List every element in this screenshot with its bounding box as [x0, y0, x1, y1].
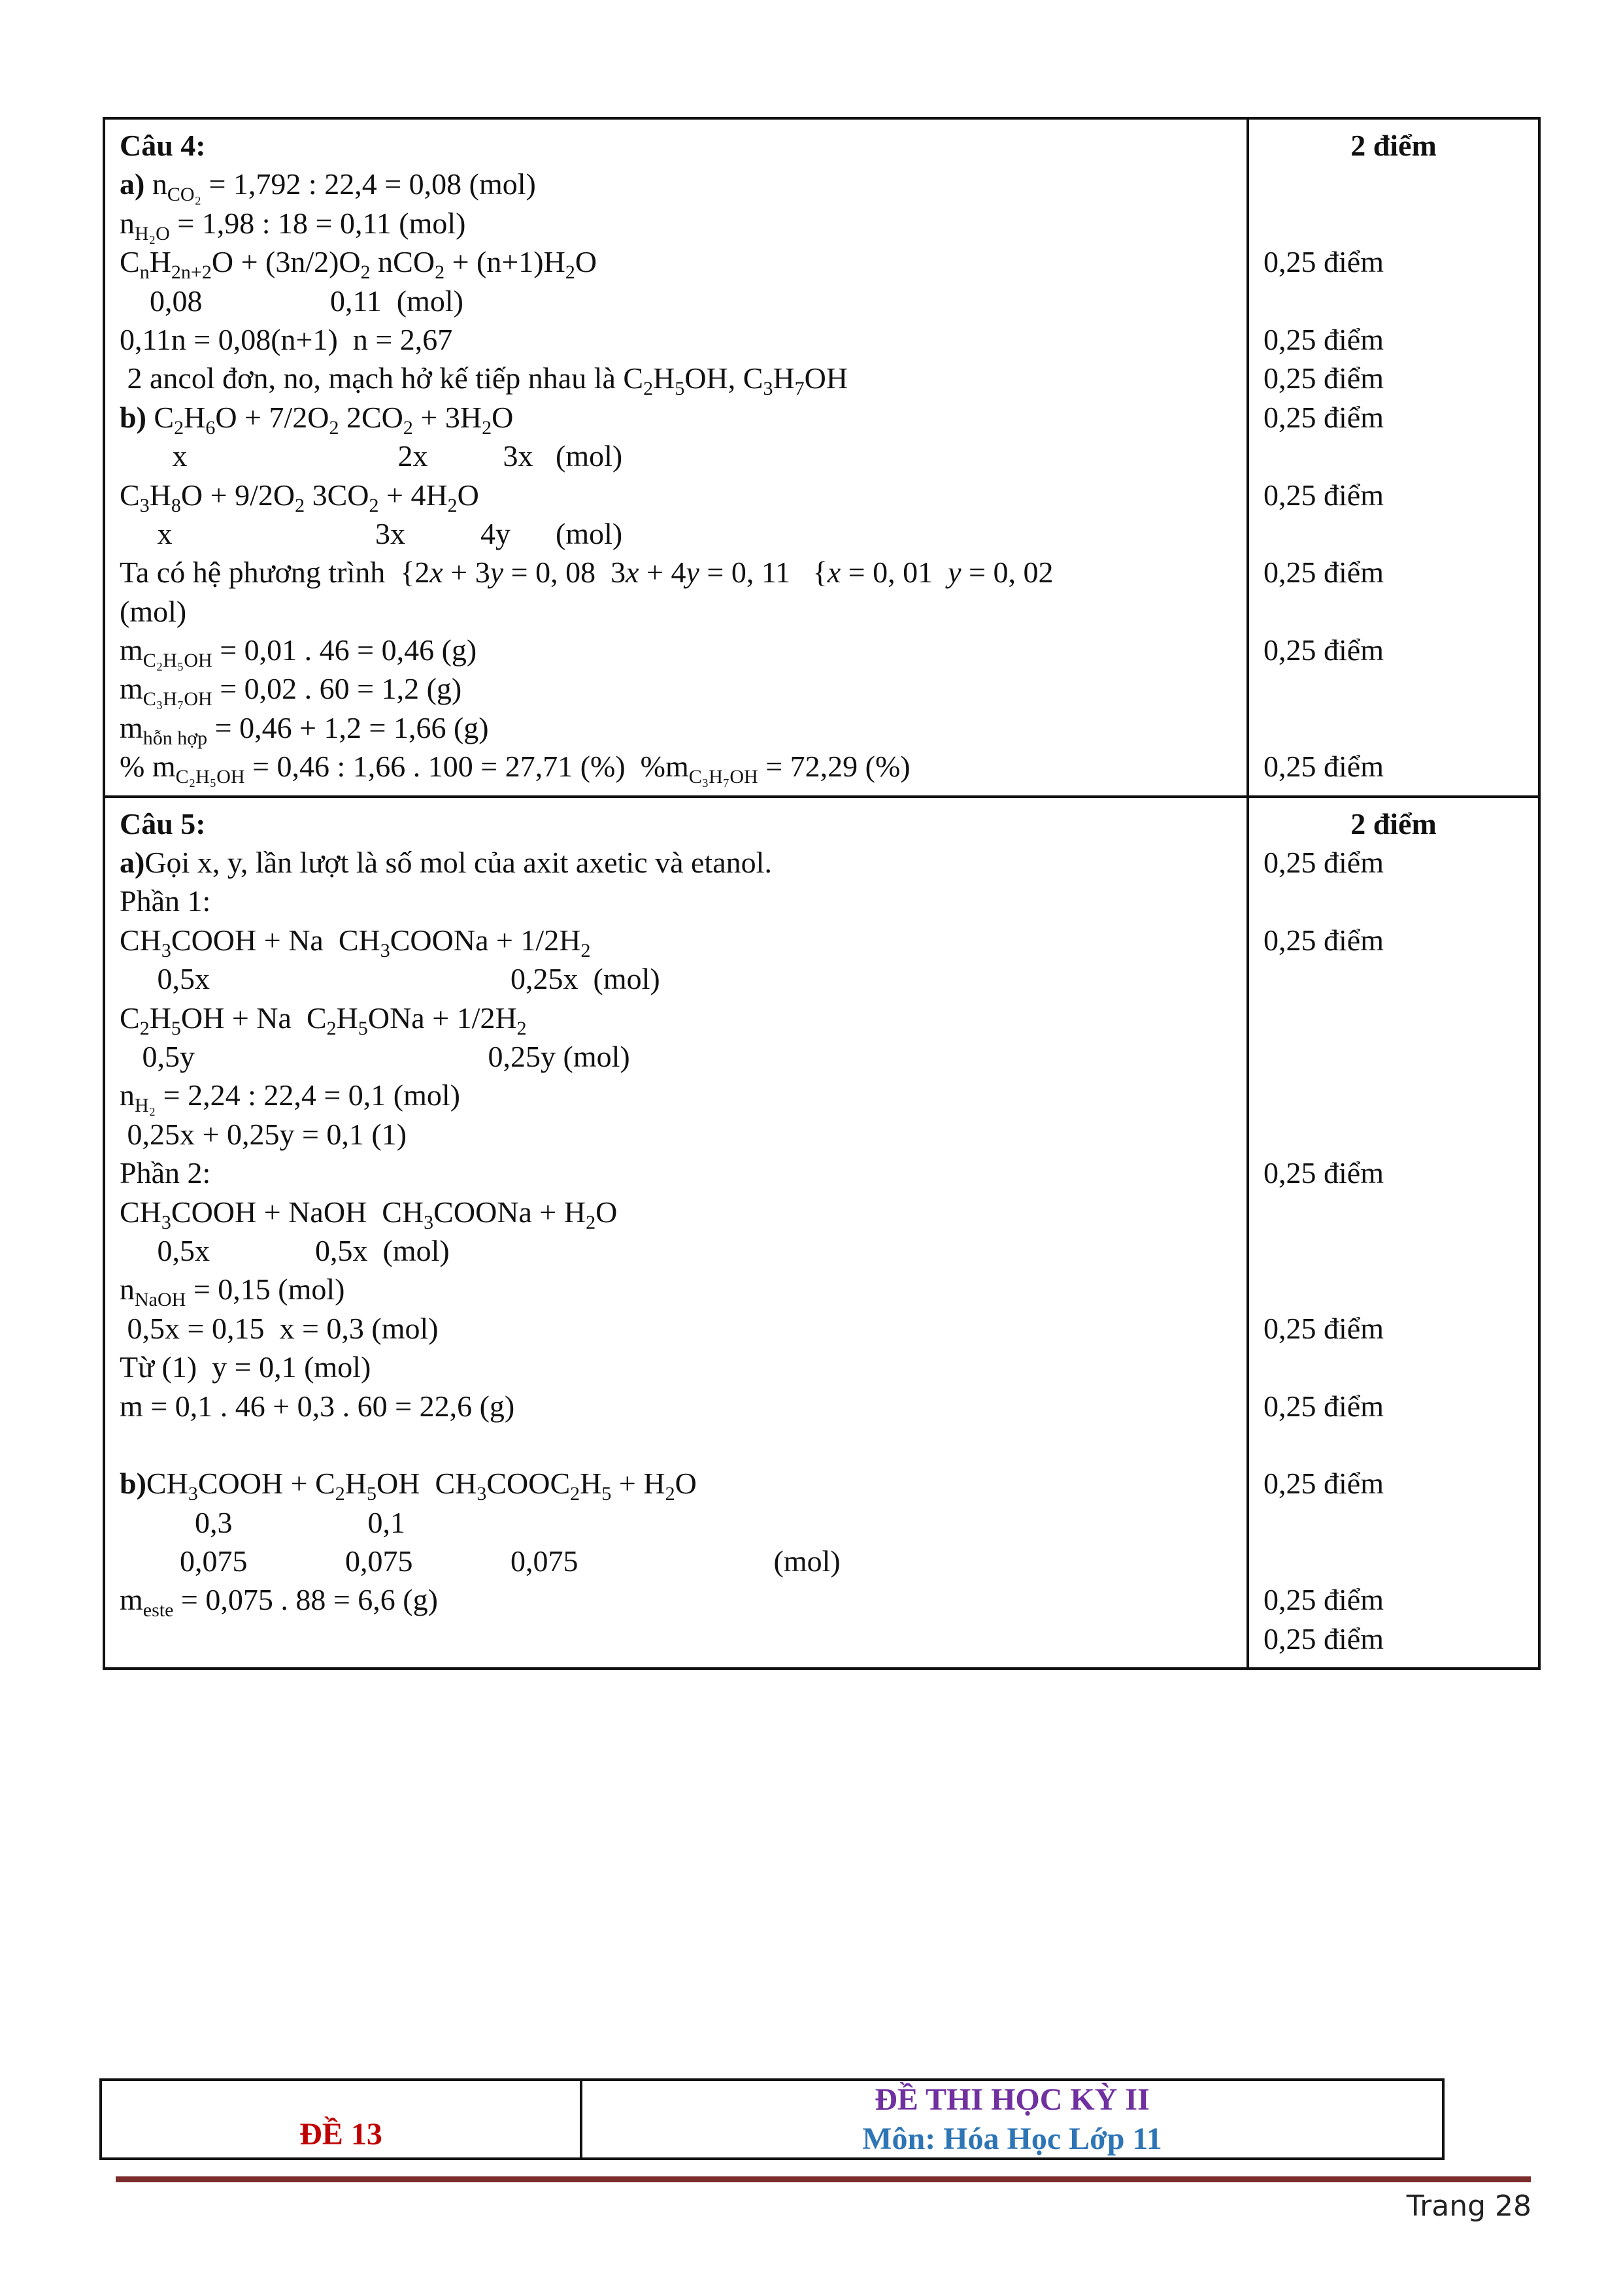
exam-header-table — [99, 2078, 1445, 2160]
answer-table — [103, 117, 1541, 1670]
question-5-points: 2 điểm 0,25 điểm 0,25 điểm 0,25 điểm 0,25 điểm 0,25 điểm 0,25 điểm 0,25 điểm 0,25 điểm — [1249, 798, 1538, 1668]
exam-number-cell — [102, 2081, 582, 2157]
question-4-total: 2 điểm — [1350, 129, 1437, 162]
footer-divider — [116, 2176, 1531, 2182]
question-4-solution: Câu 4: a) $n_{CO_2} = 1,792$ : 22,4 = 0,08 (mol) $n_{H_2O} = 1,98$ : 18 = 0,11 (mol) $C_nH_{2n+2}O + (3n/2)O_2$ $nCO_2 + (n+1)H_2O$ 0,08 0,11 (mol) 0,11n = 0,08(n+1) n = 2,67 2 ancol đơn, no, mạch hở kế tiếp nhau là $C_2H_5OH$, $C_3H_7OH$ b) $C_2H_6O + 7/2O_2$ $2CO_2 + 3H_2O$ x 2x 3x (mol) $C_3H_8O + 9/2O_2$ $3CO_2 + 4H_2O$ x 3x 4y (mol) Ta có hệ phương trình {2x + 3y = 0, 08 3x + 4y = 0, 11 {x = 0, 01 y = 0, 02 (mol) $m_{C_2H_5OH} = 0,01$ . 46 = 0,46 (g) $m_{C_3H_7OH} = 0,02$ . 60 = 1,2 (g) $m_{hỗn hợp} = 0,46 + 1,2 = 1,66$ (g) % $m_{C_2H_5OH} = 0,46$ : 1,66 . 100 = 27,71 (%) $\%m_{C_3H_7OH} = 72,29$ (%) — [105, 120, 1249, 795]
question-4-row — [105, 120, 1538, 798]
question-5-solution: Câu 5: a)Gọi x, y, lần lượt là số mol của axit axetic và etanol. Phần 1: $CH_3COOH + Na$ $CH_3COONa + 1/2H_2$ 0,5x 0,25x (mol) $C_2H_5OH + Na$ $C_2H_5ONa + 1/2H_2$ 0,5y 0,25y (mol) $n_{H_2} = 2,24$ : 22,4 = 0,1 (mol) 0,25x + 0,25y = 0,1 (1) Phần 2: $CH_3COOH$ + NaOH $CH_3COONa + H_2O$ 0,5x 0,5x (mol) $n_{NaOH} = 0,15$ (mol) 0,5x = 0,15 x = 0,3 (mol) Từ (1) y = 0,1 (mol) m = 0,1 . 46 + 0,3 . 60 = 22,6 (g) $b)CH_3COOH + C_2H_5OH$ $CH_3COOC_2H_5 + H_2O$ 0,3 0,1 0,075 0,075 0,075 (mol) $m_{este} = 0,075$ . 88 = 6,6 (g) — [105, 798, 1249, 1668]
question-5-row — [105, 798, 1538, 1668]
page-number: Trang 28 — [1406, 2189, 1531, 2223]
exam-subject: Môn: Hóa Học Lớp 11 — [862, 2121, 1162, 2156]
question-5-title: Câu 5: — [120, 807, 206, 840]
exam-number: ĐỀ 13 — [299, 2117, 382, 2152]
exam-title-cell — [582, 2081, 1442, 2157]
question-5-total: 2 điểm — [1350, 807, 1437, 840]
question-4-points: 2 điểm 0,25 điểm 0,25 điểm 0,25 điểm 0,25 điểm 0,25 điểm 0,25 điểm 0,25 điểm 0,25 điểm — [1249, 120, 1538, 795]
exam-title: ĐỀ THI HỌC KỲ II — [875, 2082, 1150, 2117]
question-4-title: Câu 4: — [120, 129, 206, 162]
